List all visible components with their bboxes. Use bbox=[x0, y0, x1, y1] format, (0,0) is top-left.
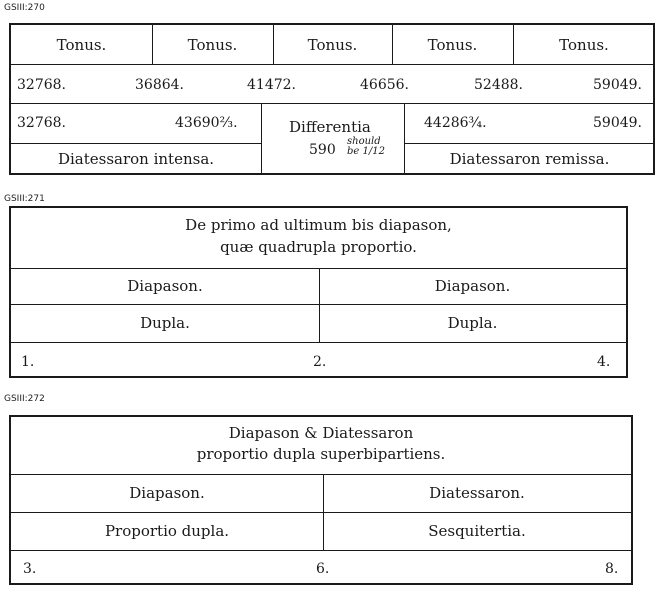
value: 59049. bbox=[593, 77, 642, 93]
table-title-line1: Diapason & Diatessaron bbox=[228, 424, 414, 442]
interval-label: Diapason. bbox=[129, 484, 205, 502]
value: 4. bbox=[597, 354, 611, 370]
ratio-label: Proportio dupla. bbox=[104, 522, 230, 540]
value: 43690⅔. bbox=[175, 115, 238, 131]
value: 44286¾. bbox=[424, 115, 487, 131]
interval-label: Diatessaron. bbox=[429, 484, 525, 502]
value: 41472. bbox=[247, 77, 296, 93]
interval-label: Diatessaron remissa. bbox=[449, 150, 610, 168]
value: 2. bbox=[313, 354, 327, 370]
value: 32768. bbox=[17, 115, 66, 131]
value: 8. bbox=[605, 561, 619, 577]
ratio-label: Dupla. bbox=[140, 314, 190, 332]
tonus-cell: Tonus. bbox=[56, 35, 107, 54]
value: 46656. bbox=[360, 77, 409, 93]
interval-label: Diatessaron intensa. bbox=[57, 150, 215, 168]
table-272 bbox=[9, 415, 633, 585]
rule bbox=[11, 103, 653, 104]
differentia-value: 590 bbox=[309, 142, 336, 158]
table-title-line2: proportio dupla superbipartiens. bbox=[196, 445, 446, 463]
value: 3. bbox=[23, 561, 37, 577]
example-label-271: GSIII:271 bbox=[4, 194, 45, 204]
table-title-line2: quæ quadrupla proportio. bbox=[220, 238, 417, 256]
interval-label: Diapason. bbox=[127, 277, 203, 295]
rule bbox=[11, 64, 653, 65]
tonus-cell: Tonus. bbox=[559, 35, 609, 54]
value: 59049. bbox=[593, 115, 642, 131]
value: 1. bbox=[21, 354, 35, 370]
rule bbox=[261, 103, 262, 175]
rule bbox=[11, 342, 626, 343]
example-label-272: GSIII:272 bbox=[4, 394, 45, 404]
value: 52488. bbox=[474, 77, 523, 93]
table-270 bbox=[9, 23, 655, 175]
tonus-cell: Tonus. bbox=[307, 35, 358, 54]
value: 32768. bbox=[17, 77, 66, 93]
differentia-label: Differentia bbox=[289, 118, 371, 136]
ratio-label: Sesquitertia. bbox=[428, 522, 526, 540]
ratio-label: Dupla. bbox=[447, 314, 498, 332]
tonus-cell: Tonus. bbox=[187, 35, 238, 54]
example-label-270: GSIII:270 bbox=[4, 3, 45, 13]
handwritten-note: should be 1/12 bbox=[347, 136, 385, 157]
rule bbox=[11, 550, 631, 551]
table-271 bbox=[9, 206, 628, 378]
table-title-line1: De primo ad ultimum bis diapason, bbox=[185, 216, 452, 234]
value: 6. bbox=[316, 561, 330, 577]
value: 36864. bbox=[135, 77, 184, 93]
tonus-cell: Tonus. bbox=[427, 35, 478, 54]
interval-label: Diapason. bbox=[434, 277, 511, 295]
